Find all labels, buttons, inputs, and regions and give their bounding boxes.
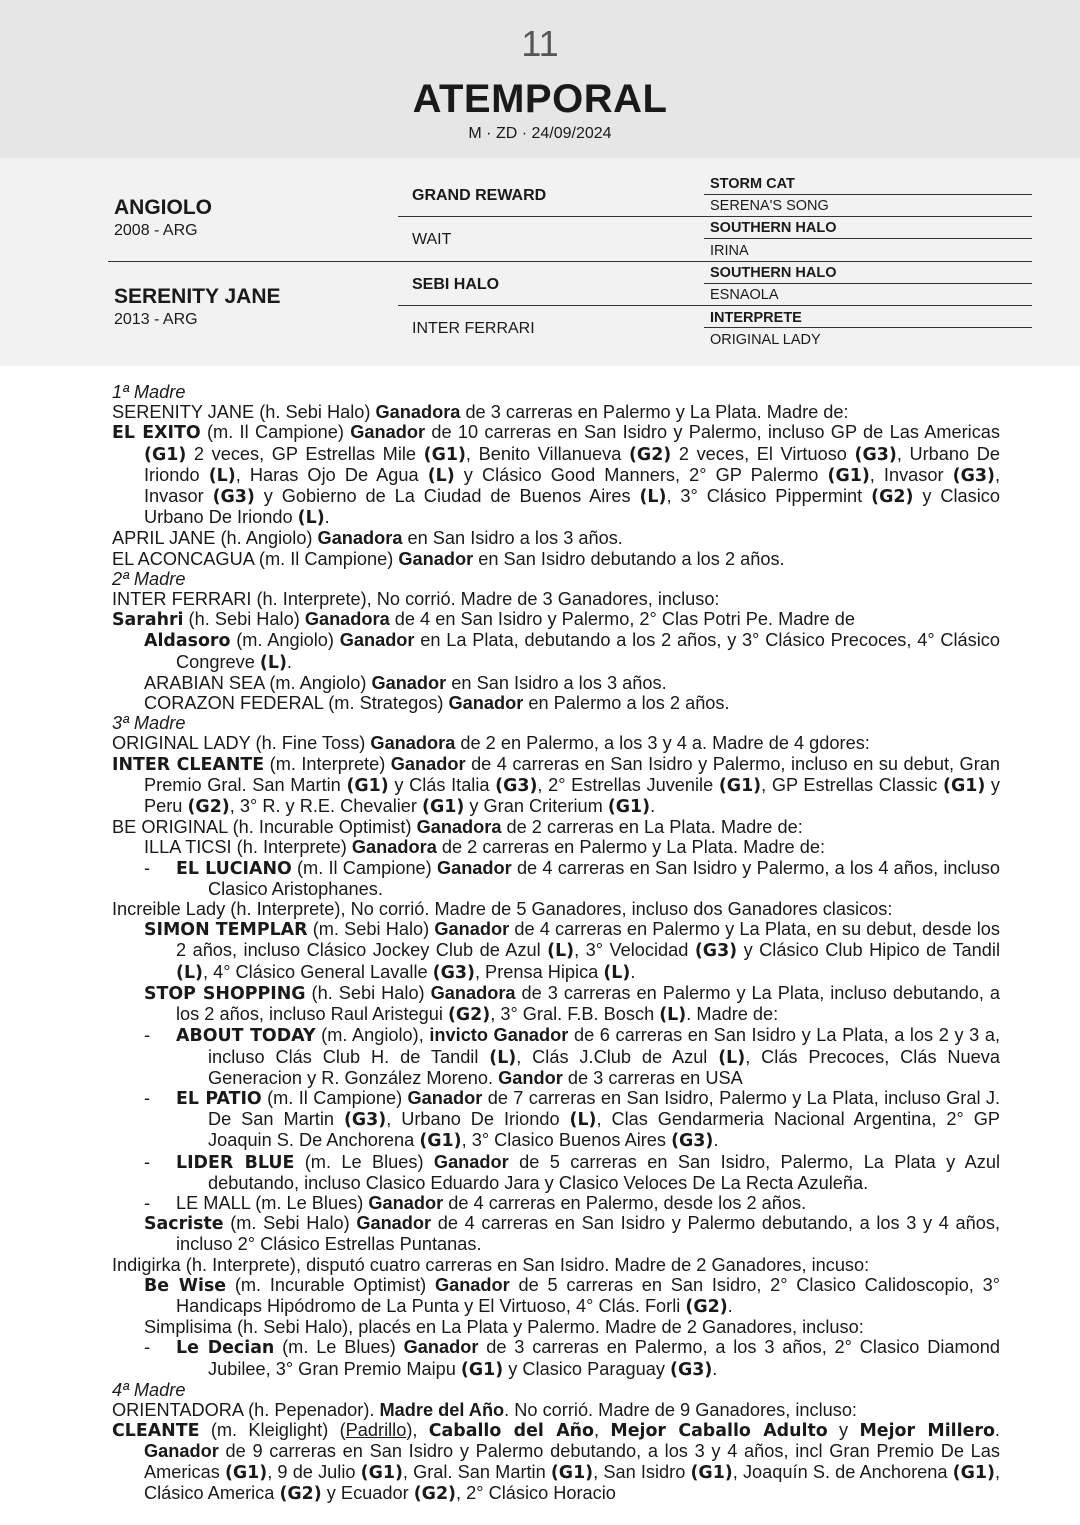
text-segment: de 4 carreras en Palermo, desde los 2 años. (443, 1192, 807, 1213)
highlight-segment: Padrillo (345, 1420, 407, 1441)
highlight-segment: (L) (603, 962, 631, 983)
highlight-segment: (L) (639, 487, 667, 508)
highlight-segment: (G2) (447, 1005, 491, 1026)
gen2-dam-dam: INTER FERRARI (412, 320, 535, 337)
highlight-segment: Ganador (403, 1337, 479, 1358)
highlight-segment: Ganador (433, 1151, 509, 1172)
text-segment: y Gobierno de La Ciudad de Buenos Aires (254, 486, 640, 507)
text-segment: . (630, 961, 636, 982)
family-line (112, 589, 1000, 609)
dash-marker: - (144, 1337, 151, 1358)
family-line (112, 549, 1000, 569)
family-line (112, 858, 1000, 899)
text-segment: y Clásico Club Hipico de Tandil (737, 940, 1000, 961)
divider (704, 194, 1032, 195)
highlight-segment: invicto Ganador (429, 1025, 569, 1046)
text-segment: ), (406, 1420, 429, 1441)
text-segment: de 3 carreras en Palermo y La Plata, incluso debutando, a los 2 años, incluso Raul Aristegui (176, 982, 1000, 1025)
highlight-segment: EL LUCIANO (176, 858, 292, 879)
text-segment: de 2 carreras en La Plata. Madre de: (501, 817, 803, 838)
gen3-name: SERENA'S SONG (710, 198, 829, 214)
text-segment: y Clasico Paraguay (503, 1358, 670, 1379)
text-segment: INTER FERRARI (h. Interprete), No corrió. Madre de 3 Ganadores, incluso: (112, 589, 720, 610)
highlight-segment: Sarahri (112, 610, 184, 631)
dash-marker: - (144, 1151, 151, 1172)
text-segment: ILLA TICSI (h. Interprete) (144, 837, 352, 858)
highlight-segment: Sacriste (144, 1214, 224, 1235)
text-segment: de 10 carreras en San Isidro y Palermo, incluso GP de Las Americas (425, 422, 1001, 443)
highlight-segment: (L) (659, 1005, 687, 1026)
text-segment: Simplisima (h. Sebi Halo), placés en La Plata y Palermo. Madre de 2 Ganadores, incluso: (144, 1317, 864, 1338)
family-line (112, 1088, 1000, 1152)
text-segment: BE ORIGINAL (h. Incurable Optimist) (112, 817, 417, 838)
highlight-segment: Ganador (350, 422, 426, 443)
gen3-name: SOUTHERN HALO (710, 265, 837, 281)
dash-marker: - (144, 1025, 151, 1046)
text-segment: , Haras Ojo De Agua (235, 464, 428, 485)
dam-heading (112, 1380, 1000, 1400)
highlight-segment: Mejor Millero (859, 1421, 995, 1442)
highlight-segment: (G1) (827, 465, 870, 486)
highlight-segment: (G1) (360, 1462, 403, 1483)
dash-marker: - (144, 1192, 151, 1213)
highlight-segment: (L) (489, 1047, 517, 1068)
text-segment: . Madre de: (686, 1004, 779, 1025)
text-segment: , Clás Precoces, Clás Nueva Generacion y R. González Moreno. (208, 1046, 1000, 1088)
gen3-name: INTERPRETE (710, 310, 802, 326)
highlight-segment: Ganadora (317, 528, 403, 549)
text-segment: , Joaquín S. de Anchorena (732, 1461, 953, 1482)
highlight-segment: Ganadora (375, 402, 461, 423)
highlight-segment: Mejor Caballo Adulto (610, 1421, 828, 1442)
highlight-segment: (L) (569, 1110, 597, 1131)
highlight-segment: LIDER BLUE (176, 1152, 295, 1173)
highlight-segment: (G1) (224, 1462, 268, 1483)
highlight-segment: Ganador (407, 1087, 483, 1108)
horse-name: ATEMPORAL (412, 77, 668, 121)
text-segment: LE MALL (m. Le Blues) (176, 1192, 369, 1213)
highlight-segment: Madre del Año (379, 1399, 505, 1420)
text-segment: (m. Le Blues) (274, 1337, 404, 1358)
family-line (112, 733, 1000, 753)
family-line (112, 402, 1000, 422)
text-segment: , 2° Estrellas Juvenile (537, 774, 719, 795)
text-segment: , Benito Villanueva (465, 443, 629, 464)
highlight-segment: INTER CLEANTE (112, 754, 265, 775)
text-segment: (m. Angiolo), (315, 1025, 430, 1046)
text-segment: SERENITY JANE (h. Sebi Halo) (112, 402, 376, 423)
text-segment: (m. Sebi Halo) (307, 919, 435, 940)
highlight-segment: Ganadora (304, 609, 390, 630)
text-segment: y Clásico Good Manners, 2° GP Palermo (454, 464, 828, 485)
text-segment: Indigirka (h. Interprete), disputó cuatro carreras en San Isidro. Madre de 2 Ganadores, incuso: (112, 1254, 870, 1275)
family-notes (112, 382, 1000, 1504)
highlight-segment: (G3) (671, 1131, 714, 1152)
text-segment: , 3° Clásico Pippermint (666, 486, 872, 507)
highlight-segment: Ganadora (416, 817, 502, 838)
family-line (112, 899, 1000, 919)
highlight-segment: Ganador (339, 630, 415, 651)
family-line (112, 673, 1000, 693)
family-line (112, 1213, 1000, 1254)
highlight-segment: (G3) (432, 962, 475, 983)
family-line (112, 919, 1000, 983)
highlight-segment: Ganador (448, 693, 524, 714)
highlight-segment: (G1) (607, 797, 651, 818)
highlight-segment: (G1) (690, 1462, 733, 1483)
divider (398, 216, 1032, 217)
text-segment: ORIGINAL LADY (h. Fine Toss) (112, 733, 371, 754)
gen2-sire-sire: GRAND REWARD (412, 187, 547, 204)
highlight-segment: Ganadora (430, 982, 516, 1003)
text-segment: de 4 en San Isidro y Palermo, 2° Clas Potri Pe. Madre de (389, 609, 855, 630)
divider (398, 305, 1032, 306)
gen2-sire-dam: WAIT (412, 231, 452, 248)
text-segment: y Clasico Urbano De Iriondo (144, 486, 1000, 528)
highlight-segment: ABOUT TODAY (176, 1026, 316, 1047)
text-segment: EL ACONCAGUA (m. Il Campione) (112, 548, 399, 569)
highlight-segment: (L) (259, 652, 287, 673)
text-segment: de 2 carreras en Palermo y La Plata. Madre de: (436, 837, 826, 858)
text-segment: y (827, 1420, 860, 1441)
highlight-segment: Ganador (436, 857, 512, 878)
highlight-segment: (G2) (187, 797, 230, 818)
text-segment: (m. Angiolo) (230, 630, 340, 651)
text-segment: , Urbano De Iriondo (144, 443, 1000, 485)
text-segment: 2 veces, GP Estrellas Mile (186, 443, 424, 464)
lot-number: 11 (521, 23, 559, 64)
text-segment: en San Isidro a los 3 años. (446, 672, 667, 693)
text-segment: . (324, 507, 330, 528)
family-line (112, 837, 1000, 857)
text-segment: , 2° Clásico Horacio (456, 1482, 616, 1503)
highlight-segment: Ganador (356, 1213, 432, 1234)
highlight-segment: (L) (208, 465, 236, 486)
text-segment: APRIL JANE (h. Angiolo) (112, 528, 318, 549)
highlight-segment: Caballo del Año (428, 1421, 594, 1442)
text-segment: , 4° Clásico General Lavalle (202, 961, 433, 982)
highlight-segment: (G2) (685, 1296, 728, 1317)
family-line (112, 754, 1000, 818)
highlight-segment: (G3) (952, 465, 995, 486)
text-segment: (m. Il Campione) (200, 422, 351, 443)
text-segment: y Peru (144, 774, 1001, 817)
text-segment: , 3° Clasico Buenos Aires (461, 1130, 672, 1151)
highlight-segment: (G1) (423, 444, 466, 465)
text-segment: . No corrió. Madre de 9 Ganadores, incluso: (504, 1399, 857, 1420)
text-segment: de 5 carreras en San Isidro, 2° Clasico Calidoscopio, 3° Handicaps Hipódromo de La Punta y El Virtuoso, 4° Clás. Forli (176, 1274, 1000, 1316)
highlight-segment: (G3) (670, 1359, 713, 1380)
text-segment: de 4 carreras en San Isidro y Palermo, incluso en su debut, Gran Premio Gral. San Martin (144, 753, 1000, 795)
horse-info: M · ZD · 24/09/2024 (468, 125, 612, 142)
gen3-name: ORIGINAL LADY (710, 332, 821, 348)
family-line (112, 693, 1000, 713)
family-line (112, 1193, 1000, 1213)
text-segment: , 9 de Julio (267, 1461, 361, 1482)
highlight-segment: (G3) (495, 775, 538, 796)
text-segment: , 3° Velocidad (574, 940, 695, 961)
text-segment: CORAZON FEDERAL (m. Strategos) (144, 693, 449, 714)
text-segment: ARABIAN SEA (m. Angiolo) (144, 672, 372, 693)
dash-marker: - (144, 857, 151, 878)
text-segment: de 6 carreras en San Isidro y La Plata, a los 2 y 3 a, incluso Clás Club H. de Tandil (208, 1025, 1000, 1067)
text-segment: , Invasor (869, 464, 953, 485)
text-segment: . (994, 1420, 1000, 1441)
family-line (112, 630, 1000, 672)
text-segment: , (594, 1420, 611, 1441)
family-line (112, 1420, 1000, 1504)
text-segment: en San Isidro a los 3 años. (402, 528, 623, 549)
gen2-dam-sire: SEBI HALO (412, 276, 500, 293)
divider (704, 283, 1032, 284)
text-segment: (m. Interprete) (264, 753, 391, 774)
family-line (112, 422, 1000, 528)
text-segment: , Prensa Hipica (474, 961, 604, 982)
dam-heading (112, 382, 1000, 402)
dash-marker: - (144, 1087, 151, 1108)
text-segment: de 2 en Palermo, a los 3 y 4 a. Madre de 4 gdores: (455, 733, 870, 754)
highlight-segment: Gandor (498, 1067, 563, 1088)
text-segment: (m. Le Blues) (294, 1151, 434, 1172)
text-segment: , Clás J.Club de Azul (516, 1046, 719, 1067)
family-line (112, 1025, 1000, 1088)
highlight-segment: (G1) (943, 775, 986, 796)
highlight-segment: (G1) (718, 775, 762, 796)
text-segment: y Clás Italia (388, 774, 496, 795)
family-line (112, 1317, 1000, 1337)
highlight-segment: Ganadora (351, 837, 437, 858)
text-segment: , 3° Gral. F.B. Bosch (490, 1004, 660, 1025)
highlight-segment: (L) (176, 962, 203, 983)
dam-year: 2013 - ARG (114, 311, 198, 328)
highlight-segment: Ganador (368, 1192, 444, 1213)
text-segment: 1ª Madre (112, 382, 186, 402)
text-segment: ORIENTADORA (h. Pepenador). (112, 1399, 380, 1420)
text-segment: de 7 carreras en San Isidro, Palermo y La Plata, incluso Gral J. De San Martin (208, 1087, 1001, 1130)
highlight-segment: EL EXITO (112, 423, 201, 444)
family-line (112, 1152, 1000, 1193)
highlight-segment: Ganador (434, 1274, 510, 1295)
text-segment: 3ª Madre (112, 713, 186, 734)
highlight-segment: (G1) (550, 1462, 594, 1483)
highlight-segment: (L) (427, 465, 455, 486)
text-segment: Increible Lady (h. Interprete), No corrió. Madre de 5 Ganadores, incluso dos Ganadores clasicos: (112, 899, 893, 920)
highlight-segment: CLEANTE (112, 1421, 200, 1442)
text-segment: de 3 carreras en Palermo y La Plata. Madre de: (460, 402, 849, 423)
text-segment: , Clásico America (144, 1461, 1000, 1503)
gen3-name: STORM CAT (710, 176, 795, 192)
text-segment: , 3° R. y R.E. Chevalier (229, 796, 423, 817)
highlight-segment: Ganadora (370, 733, 456, 754)
highlight-segment: STOP SHOPPING (144, 983, 306, 1004)
text-segment: , San Isidro (593, 1461, 691, 1482)
highlight-segment: (G3) (212, 487, 255, 508)
highlight-segment: Ganador (144, 1441, 219, 1462)
gen3-name: ESNAOLA (710, 287, 779, 303)
text-segment: . (713, 1130, 719, 1151)
pedigree-table (0, 158, 1080, 366)
text-segment: de 4 carreras en Palermo y La Plata, en su debut, desde los 2 años, incluso Clásico Jockey Club de Azul (176, 919, 1000, 961)
highlight-segment: (G1) (346, 775, 389, 796)
family-line (112, 609, 1000, 630)
family-line (112, 1400, 1000, 1420)
text-segment: y Gran Criterium (464, 796, 608, 817)
sire-name: ANGIOLO (114, 196, 212, 219)
highlight-segment: (L) (547, 941, 575, 962)
text-segment: 2ª Madre (112, 568, 186, 589)
highlight-segment: (G2) (279, 1483, 322, 1504)
text-segment: (m. Il Campione) (261, 1087, 408, 1108)
highlight-segment: Le Decian (176, 1338, 275, 1359)
sire-year: 2008 - ARG (114, 222, 198, 239)
text-segment: en San Isidro debutando a los 2 años. (473, 548, 785, 569)
lot-header (0, 0, 1080, 158)
text-segment: . (286, 651, 292, 672)
highlight-segment: (G2) (413, 1483, 457, 1504)
highlight-segment: (L) (718, 1047, 746, 1068)
text-segment: en Palermo a los 2 años. (523, 693, 730, 714)
dam-heading (112, 713, 1000, 733)
highlight-segment: SIMON TEMPLAR (144, 920, 308, 941)
text-segment: (m. Incurable Optimist) (226, 1274, 435, 1295)
highlight-segment: (G1) (144, 444, 187, 465)
highlight-segment: Ganador (434, 919, 510, 940)
family-line (112, 1337, 1000, 1379)
highlight-segment: (G3) (854, 444, 897, 465)
gen3-name: SOUTHERN HALO (710, 220, 837, 236)
text-segment: , Gral. San Martin (402, 1461, 551, 1482)
highlight-segment: (G1) (952, 1462, 995, 1483)
text-segment: de 3 carreras en Palermo, a los 3 años, 2° Clasico Diamond Jubilee, 3° Gran Premio Maipu (208, 1337, 1000, 1379)
text-segment: (h. Sebi Halo) (305, 982, 431, 1003)
family-line (112, 1275, 1000, 1317)
text-segment: en La Plata, debutando a los 2 años, y 3° Clásico Precoces, 4° Clásico Congreve (176, 630, 1000, 672)
highlight-segment: Ganador (390, 753, 466, 774)
highlight-segment: (G3) (694, 941, 738, 962)
divider (704, 238, 1032, 239)
text-segment: . (712, 1358, 718, 1379)
text-segment: y Ecuador (321, 1482, 414, 1503)
highlight-segment: (G1) (422, 797, 465, 818)
highlight-segment: EL PATIO (176, 1088, 262, 1109)
text-segment: de 4 carreras en San Isidro y Palermo debutando, a los 3 y 4 años, incluso 2° Clásico Estrellas Puntanas. (176, 1213, 1000, 1255)
family-line (112, 983, 1000, 1025)
family-line (112, 1255, 1000, 1275)
text-segment: , Urbano De Iriondo (386, 1109, 570, 1130)
text-segment: , Clas Gendarmeria Nacional Argentina, 2° GP Joaquin S. De Anchorena (208, 1109, 1000, 1151)
highlight-segment: Aldasoro (144, 631, 231, 652)
highlight-segment: Ganador (398, 548, 474, 569)
highlight-segment: (G1) (460, 1359, 504, 1380)
text-segment: , GP Estrellas Classic (761, 774, 944, 795)
text-segment: (m. Sebi Halo) (223, 1213, 357, 1234)
gen3-name: IRINA (710, 243, 749, 259)
text-segment: de 3 carreras en USA (562, 1067, 743, 1088)
dam-name: SERENITY JANE (114, 285, 281, 308)
highlight-segment: Ganador (371, 672, 447, 693)
highlight-segment: (G3) (343, 1110, 387, 1131)
divider (704, 327, 1032, 328)
text-segment: , Invasor (144, 464, 1000, 507)
text-segment: (h. Sebi Halo) (183, 609, 305, 630)
highlight-segment: (G2) (628, 444, 672, 465)
text-segment: (m. Kleiglight) ( (199, 1420, 346, 1441)
dam-heading (112, 569, 1000, 589)
highlight-segment: (L) (297, 508, 325, 529)
text-segment: 2 veces, El Virtuoso (671, 443, 855, 464)
highlight-segment: Be Wise (144, 1275, 227, 1296)
text-segment: 4ª Madre (112, 1379, 186, 1400)
text-segment: de 5 carreras en San Isidro, Palermo, La Plata y Azul debutando, incluso Clasico Eduardo Jara y Clasico Veloces De La Recta Azuleña. (208, 1151, 1000, 1193)
family-line (112, 817, 1000, 837)
text-segment: . (727, 1295, 733, 1316)
text-segment: de 4 carreras en San Isidro y Palermo, a los 4 años, incluso Clasico Aristophanes. (208, 857, 1000, 899)
text-segment: de 9 carreras en San Isidro y Palermo debutando, a los 3 y 4 años, incl Gran Premio De Las Americas (144, 1441, 1000, 1482)
text-segment: . (650, 796, 656, 817)
text-segment: (m. Il Campione) (291, 857, 437, 878)
family-line (112, 528, 1000, 548)
highlight-segment: (G2) (871, 487, 914, 508)
divider (108, 261, 1032, 262)
highlight-segment: (G1) (419, 1131, 462, 1152)
